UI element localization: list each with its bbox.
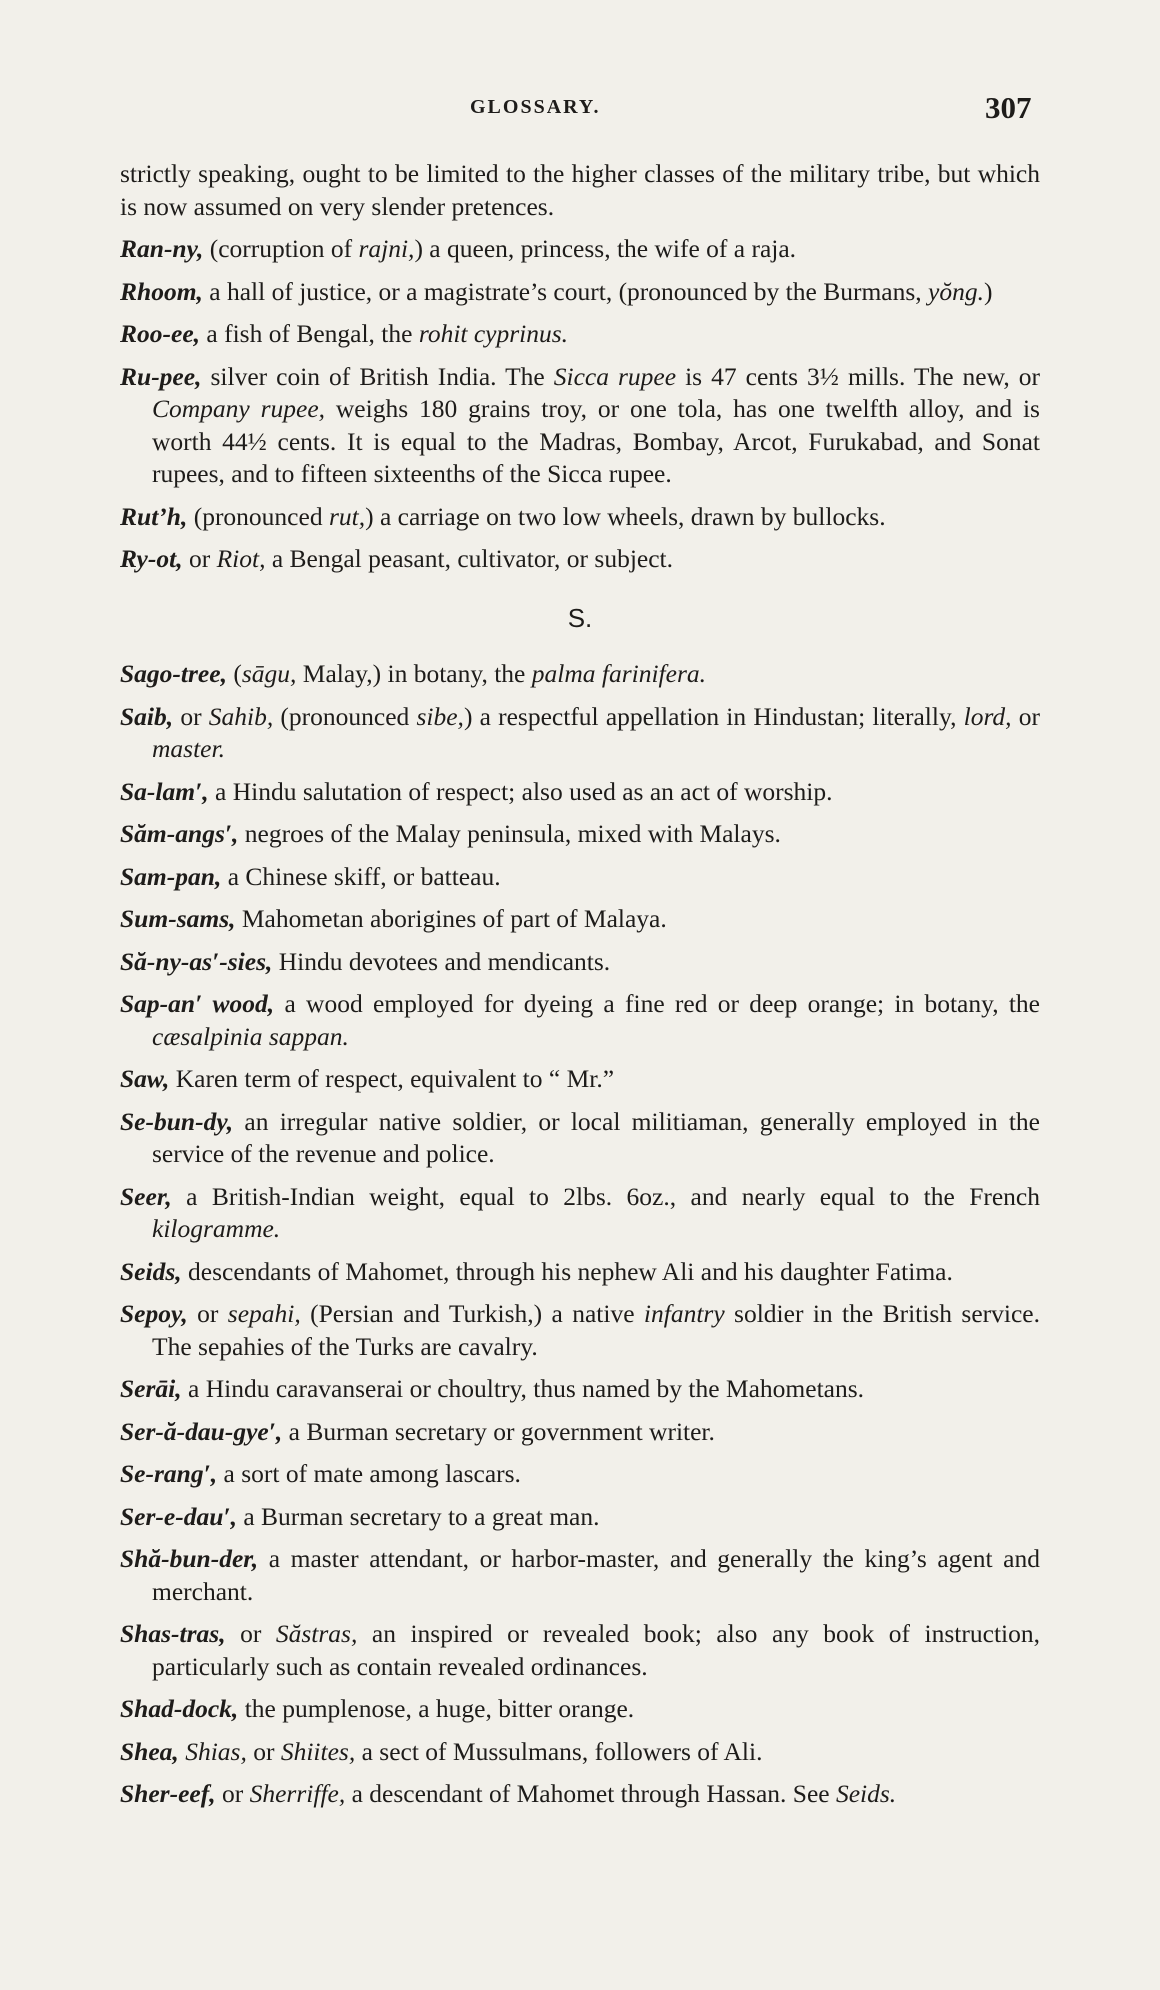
entry-definition-text: or xyxy=(173,701,209,731)
glossary-entry xyxy=(120,318,1040,351)
entry-term: Serāi, xyxy=(120,1374,182,1403)
entry-definition-text: a wood employed for dyeing a fine red or deep orange; in botany, the xyxy=(274,989,1040,1018)
entry-definition-text: or xyxy=(182,544,217,573)
entry-term: Roo-ee, xyxy=(120,319,201,348)
entry-term: Săm-angs′, xyxy=(120,819,239,848)
entry-term: Sam-pan, xyxy=(120,861,222,891)
entry-italic-term: rut, xyxy=(328,501,366,531)
entry-definition-text: or xyxy=(246,1736,281,1766)
entry-definition-text: a hall of justice, or a magistrate’s court, (pronounced by the Burmans, xyxy=(202,276,929,306)
entry-definition-text: or xyxy=(187,1299,228,1328)
entry-term: Shad-dock, xyxy=(120,1694,239,1723)
entry-definition-text: a Burman secretary to a great man. xyxy=(236,1501,600,1531)
entry-definition-text: ( xyxy=(226,659,242,688)
entry-definition-text: soldier in the British service. The sepahies of the Turks are cavalry. xyxy=(152,1299,1040,1361)
entry-definition-text: a Burman secretary or government writer. xyxy=(282,1416,715,1446)
entries-r xyxy=(120,233,1040,576)
glossary-entry xyxy=(120,988,1040,1053)
entry-italic-term: yŏng. xyxy=(928,276,984,306)
entry-term: Shea, xyxy=(120,1736,179,1766)
entry-italic-term: lord, xyxy=(963,701,1012,731)
entry-term: Saib, xyxy=(120,701,174,731)
glossary-entry xyxy=(120,776,1040,809)
entry-term: Sap-an′ wood, xyxy=(120,989,275,1018)
entry-definition-text: weighs 180 grains troy, or one tola, has one twelfth alloy, and is worth 44½ cents. It is equal to the Madras, Bombay, Arcot, Furukabad, and Sonat rupees, and to fifteen sixteenths of the Sicca rupee. xyxy=(152,394,1040,488)
entry-italic-term: master. xyxy=(152,734,225,763)
entry-definition-text: ) a respectful appellation in Hindustan; literally, xyxy=(463,701,964,731)
entry-italic-term: Company rupee, xyxy=(152,394,326,423)
entry-definition-text: a Hindu caravanserai or choultry, thus named by the Mahometans. xyxy=(181,1374,865,1403)
glossary-entry xyxy=(120,1778,1040,1811)
entry-term: Shă-bun-der, xyxy=(120,1544,259,1573)
glossary-entry xyxy=(120,276,1040,309)
glossary-body xyxy=(120,158,1040,1821)
entry-definition-text: a descendant of Mahomet through Hassan. See xyxy=(345,1779,836,1808)
entry-term: Se-bun-dy, xyxy=(120,1106,234,1136)
entry-italic-term: infantry xyxy=(643,1299,725,1328)
entry-definition-text: or xyxy=(1011,701,1040,731)
entry-term: Shas-tras, xyxy=(120,1619,226,1648)
glossary-entry xyxy=(120,818,1040,851)
entry-italic-term: Riot, xyxy=(216,544,266,573)
entry-term: Seer, xyxy=(120,1181,172,1211)
entry-italic-term: rajni, xyxy=(358,234,415,263)
entry-term: Ry-ot, xyxy=(120,544,183,573)
entry-term: Seids, xyxy=(120,1256,182,1286)
entry-definition-text: an irregular native soldier, or local militiaman, generally employed in the service of the revenue and police. xyxy=(152,1106,1040,1168)
section-letter: S. xyxy=(567,602,593,633)
entries-s xyxy=(120,658,1040,1811)
glossary-entry xyxy=(120,501,1040,534)
entry-definition-text: a sort of mate among lascars. xyxy=(217,1459,521,1488)
entry-italic-term: Săstras, xyxy=(275,1619,358,1648)
entry-definition-text: (pronounced xyxy=(187,501,329,531)
entry-definition-text: a Bengal peasant, cultivator, or subject. xyxy=(265,544,674,573)
entry-definition-text: (pronounced xyxy=(273,701,417,731)
entry-italic-term: sepahi, xyxy=(227,1299,301,1328)
entry-italic-term: cæsalpinia sappan. xyxy=(152,1021,349,1051)
entry-definition-text: a master attendant, or harbor-master, and generally the king’s agent and merchant. xyxy=(152,1544,1040,1606)
entry-term: Rut’h, xyxy=(120,501,188,531)
entry-definition-text: a fish of Bengal, the xyxy=(200,319,419,348)
entry-definition-text: silver coin of British India. The xyxy=(201,361,554,391)
glossary-entry xyxy=(120,1501,1040,1534)
entry-definition-text: Karen term of respect, equivalent to “ Mr.” xyxy=(169,1064,615,1093)
entry-term: Sum-sams, xyxy=(120,904,236,933)
entry-definition-text: a British-Indian weight, equal to 2lbs. 6oz., and nearly equal to the French xyxy=(171,1181,1040,1211)
entry-definition-text: descendants of Mahomet, through his nephew Ali and his daughter Fatima. xyxy=(181,1256,953,1286)
entry-definition-text: is 47 cents 3½ mills. The new, or xyxy=(676,361,1041,391)
glossary-entry xyxy=(120,1416,1040,1449)
entry-definition-text: Malay,) in botany, the xyxy=(296,659,532,688)
entry-definition-text: an inspired or revealed book; also any book of instruction, particularly such as contain revealed ordinances. xyxy=(152,1619,1040,1681)
entry-definition-text: ) a queen, princess, the wife of a raja. xyxy=(414,234,797,263)
glossary-entry xyxy=(120,1063,1040,1096)
entry-definition-text: a Hindu salutation of respect; also used as an act of worship. xyxy=(208,776,833,806)
entry-term: Sher-eef, xyxy=(120,1779,216,1808)
entry-term: Să-ny-as′-sies, xyxy=(120,946,273,976)
entry-italic-term: Shias, xyxy=(185,1736,247,1766)
glossary-entry xyxy=(120,701,1040,766)
glossary-entry xyxy=(120,361,1040,491)
entry-italic-term: Shiites, xyxy=(280,1736,356,1766)
glossary-entry xyxy=(120,1298,1040,1363)
glossary-entry xyxy=(120,1181,1040,1246)
page-number: 307 xyxy=(985,90,1032,125)
entry-italic-term: palma farinifera. xyxy=(531,659,706,688)
glossary-entry xyxy=(120,946,1040,979)
glossary-entry xyxy=(120,1256,1040,1289)
entry-definition-text: the pumplenose, a huge, bitter orange. xyxy=(238,1694,635,1723)
entry-italic-term: Sherriffe, xyxy=(249,1779,346,1808)
entry-definition-text: or xyxy=(215,1779,250,1808)
glossary-entry xyxy=(120,1618,1040,1683)
entry-definition-text: (corruption of xyxy=(203,234,359,263)
entry-italic-term: Seids. xyxy=(835,1779,897,1808)
entry-italic-term: Sahib, xyxy=(208,701,274,731)
entry-italic-term: kilogramme. xyxy=(152,1214,281,1243)
entry-term: Ser-e-dau′, xyxy=(120,1501,237,1531)
entry-italic-term: Sicca rupee xyxy=(553,361,677,391)
entry-italic-term: rohit cyprinus. xyxy=(418,319,569,348)
glossary-entry xyxy=(120,1543,1040,1608)
glossary-entry xyxy=(120,658,1040,691)
entry-definition-text: (Persian and Turkish,) a native xyxy=(300,1299,644,1328)
glossary-entry xyxy=(120,1106,1040,1171)
entry-italic-term: sibe, xyxy=(416,701,464,731)
glossary-entry xyxy=(120,903,1040,936)
glossary-entry xyxy=(120,1693,1040,1726)
entry-definition-text: negroes of the Malay peninsula, mixed with Malays. xyxy=(238,819,781,848)
entry-definition-text: Mahometan aborigines of part of Malaya. xyxy=(235,904,667,933)
entry-term: Saw, xyxy=(120,1064,170,1093)
glossary-entry xyxy=(120,1458,1040,1491)
entry-definition-text: ) a carriage on two low wheels, drawn by bullocks. xyxy=(365,501,886,531)
entry-italic-term: sāgu, xyxy=(241,659,297,688)
entry-definition-text: a Chinese skiff, or batteau. xyxy=(221,861,501,891)
running-head: GLOSSARY. xyxy=(470,96,601,118)
glossary-entry xyxy=(120,543,1040,576)
glossary-entry xyxy=(120,1736,1040,1769)
entry-term: Se-rang′, xyxy=(120,1459,218,1488)
entry-term: Sepoy, xyxy=(120,1299,188,1328)
glossary-entry xyxy=(120,861,1040,894)
entry-definition-text: or xyxy=(225,1619,276,1648)
entry-term: Ru-pee, xyxy=(120,361,202,391)
entry-definition-text: a sect of Mussulmans, followers of Ali. xyxy=(355,1736,763,1766)
entry-term: Ser-ă-dau-gye′, xyxy=(120,1416,283,1446)
entry-term: Ran-ny, xyxy=(120,234,204,263)
entry-term: Rhoom, xyxy=(120,276,203,306)
entry-term: Sa-lam′, xyxy=(120,776,209,806)
continuation-paragraph: strictly speaking, ought to be limited to the higher classes of the military tribe, but which is now assumed on very slender pretences. xyxy=(120,159,1040,221)
entry-definition-text: ) xyxy=(984,276,993,306)
entry-term: Sago-tree, xyxy=(120,659,227,688)
glossary-entry xyxy=(120,233,1040,266)
glossary-entry xyxy=(120,1373,1040,1406)
entry-definition-text: Hindu devotees and mendicants. xyxy=(272,946,611,976)
